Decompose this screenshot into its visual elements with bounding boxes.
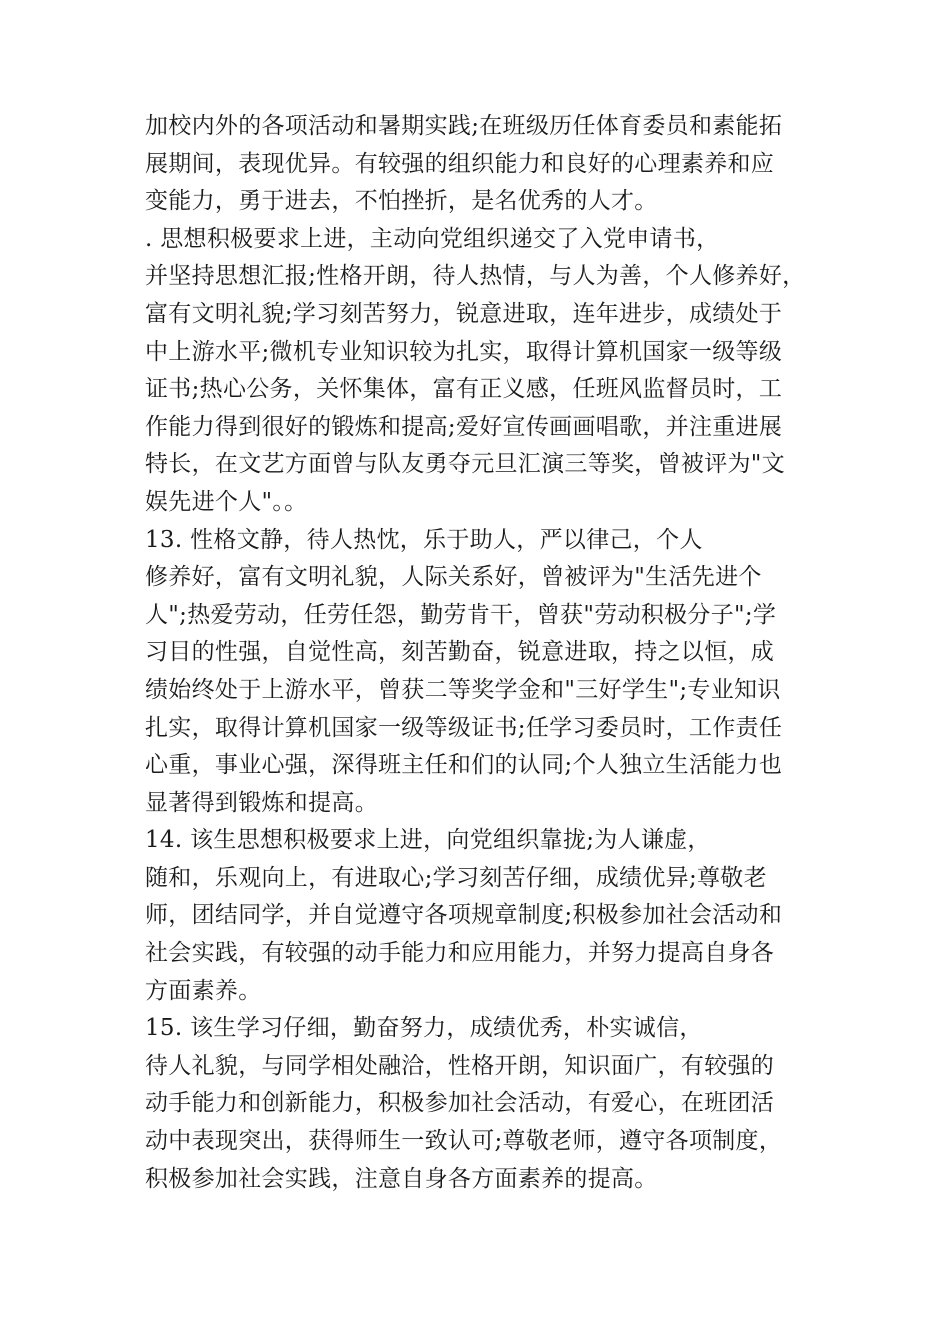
paragraph-item-15: 15. 该生学习仔细，勤奋努力，成绩优秀，朴实诚信， 待人礼貌，与同学相处融洽，性格开朗，知识面广，有较强的 动手能力和创新能力，积极参加社会活动，有爱心，在班团活 动中表现突出，获得师生一致认可;尊敬老师，遵守各项制度， 积极参加社会实践，注意自身各方面素养的提高。 (145, 1015, 783, 1192)
paragraph-item-14: 14. 该生思想积极要求上进，向党组织靠拢;为人谦虚， 随和，乐观向上，有进取心;学习刻苦仔细，成绩优异;尊敬老 师，团结同学，并自觉遵守各项规章制度;积极参加社会活动和 社会实践，有较强的动手能力和应用能力，并努力提高自身各 方面素养。 (145, 827, 783, 1004)
paragraph-continuation: 加校内外的各项活动和暑期实践;在班级历任体育委员和素能拓 展期间，表现优异。有较强的组织能力和良好的心理素养和应 变能力，勇于进去，不怕挫折，是名优秀的人才。 (145, 113, 783, 215)
document-body (145, 108, 815, 1198)
paragraph-item-12: . 思想积极要求上进，主动向党组织递交了入党申请书， 并坚持思想汇报;性格开朗，待人热情，与人为善，个人修养好， 富有文明礼貌;学习刻苦努力，锐意进取，连年进步，成绩处于 中上游水平;微机专业知识较为扎实，取得计算机国家一级等级 证书;热心公务，关怀集体，富有正义感，任班风监督员时，工 作能力得到很好的锻炼和提高;爱好宣传画画唱歌，并注重进展 特长，在文艺方面曾与队友勇夺元旦汇演三等奖，曾被评为"文 娱先进个人"。。 (145, 225, 806, 515)
paragraph-item-13: 13. 性格文静，待人热忱，乐于助人，严以律己，个人 修养好，富有文明礼貌，人际关系好，曾被评为"生活先进个 人";热爱劳动，任劳任怨，勤劳肯干，曾获"劳动积极分子";学 习目的性强，自觉性高，刻苦勤奋，锐意进取，持之以恒，成 绩始终处于上游水平，曾获二等奖学金和"三好学生";专业知识 扎实，取得计算机国家一级等级证书;任学习委员时，工作责任 心重，事业心强，深得班主任和们的认同;个人独立生活能力也 显著得到锻炼和提高。 (145, 526, 783, 816)
